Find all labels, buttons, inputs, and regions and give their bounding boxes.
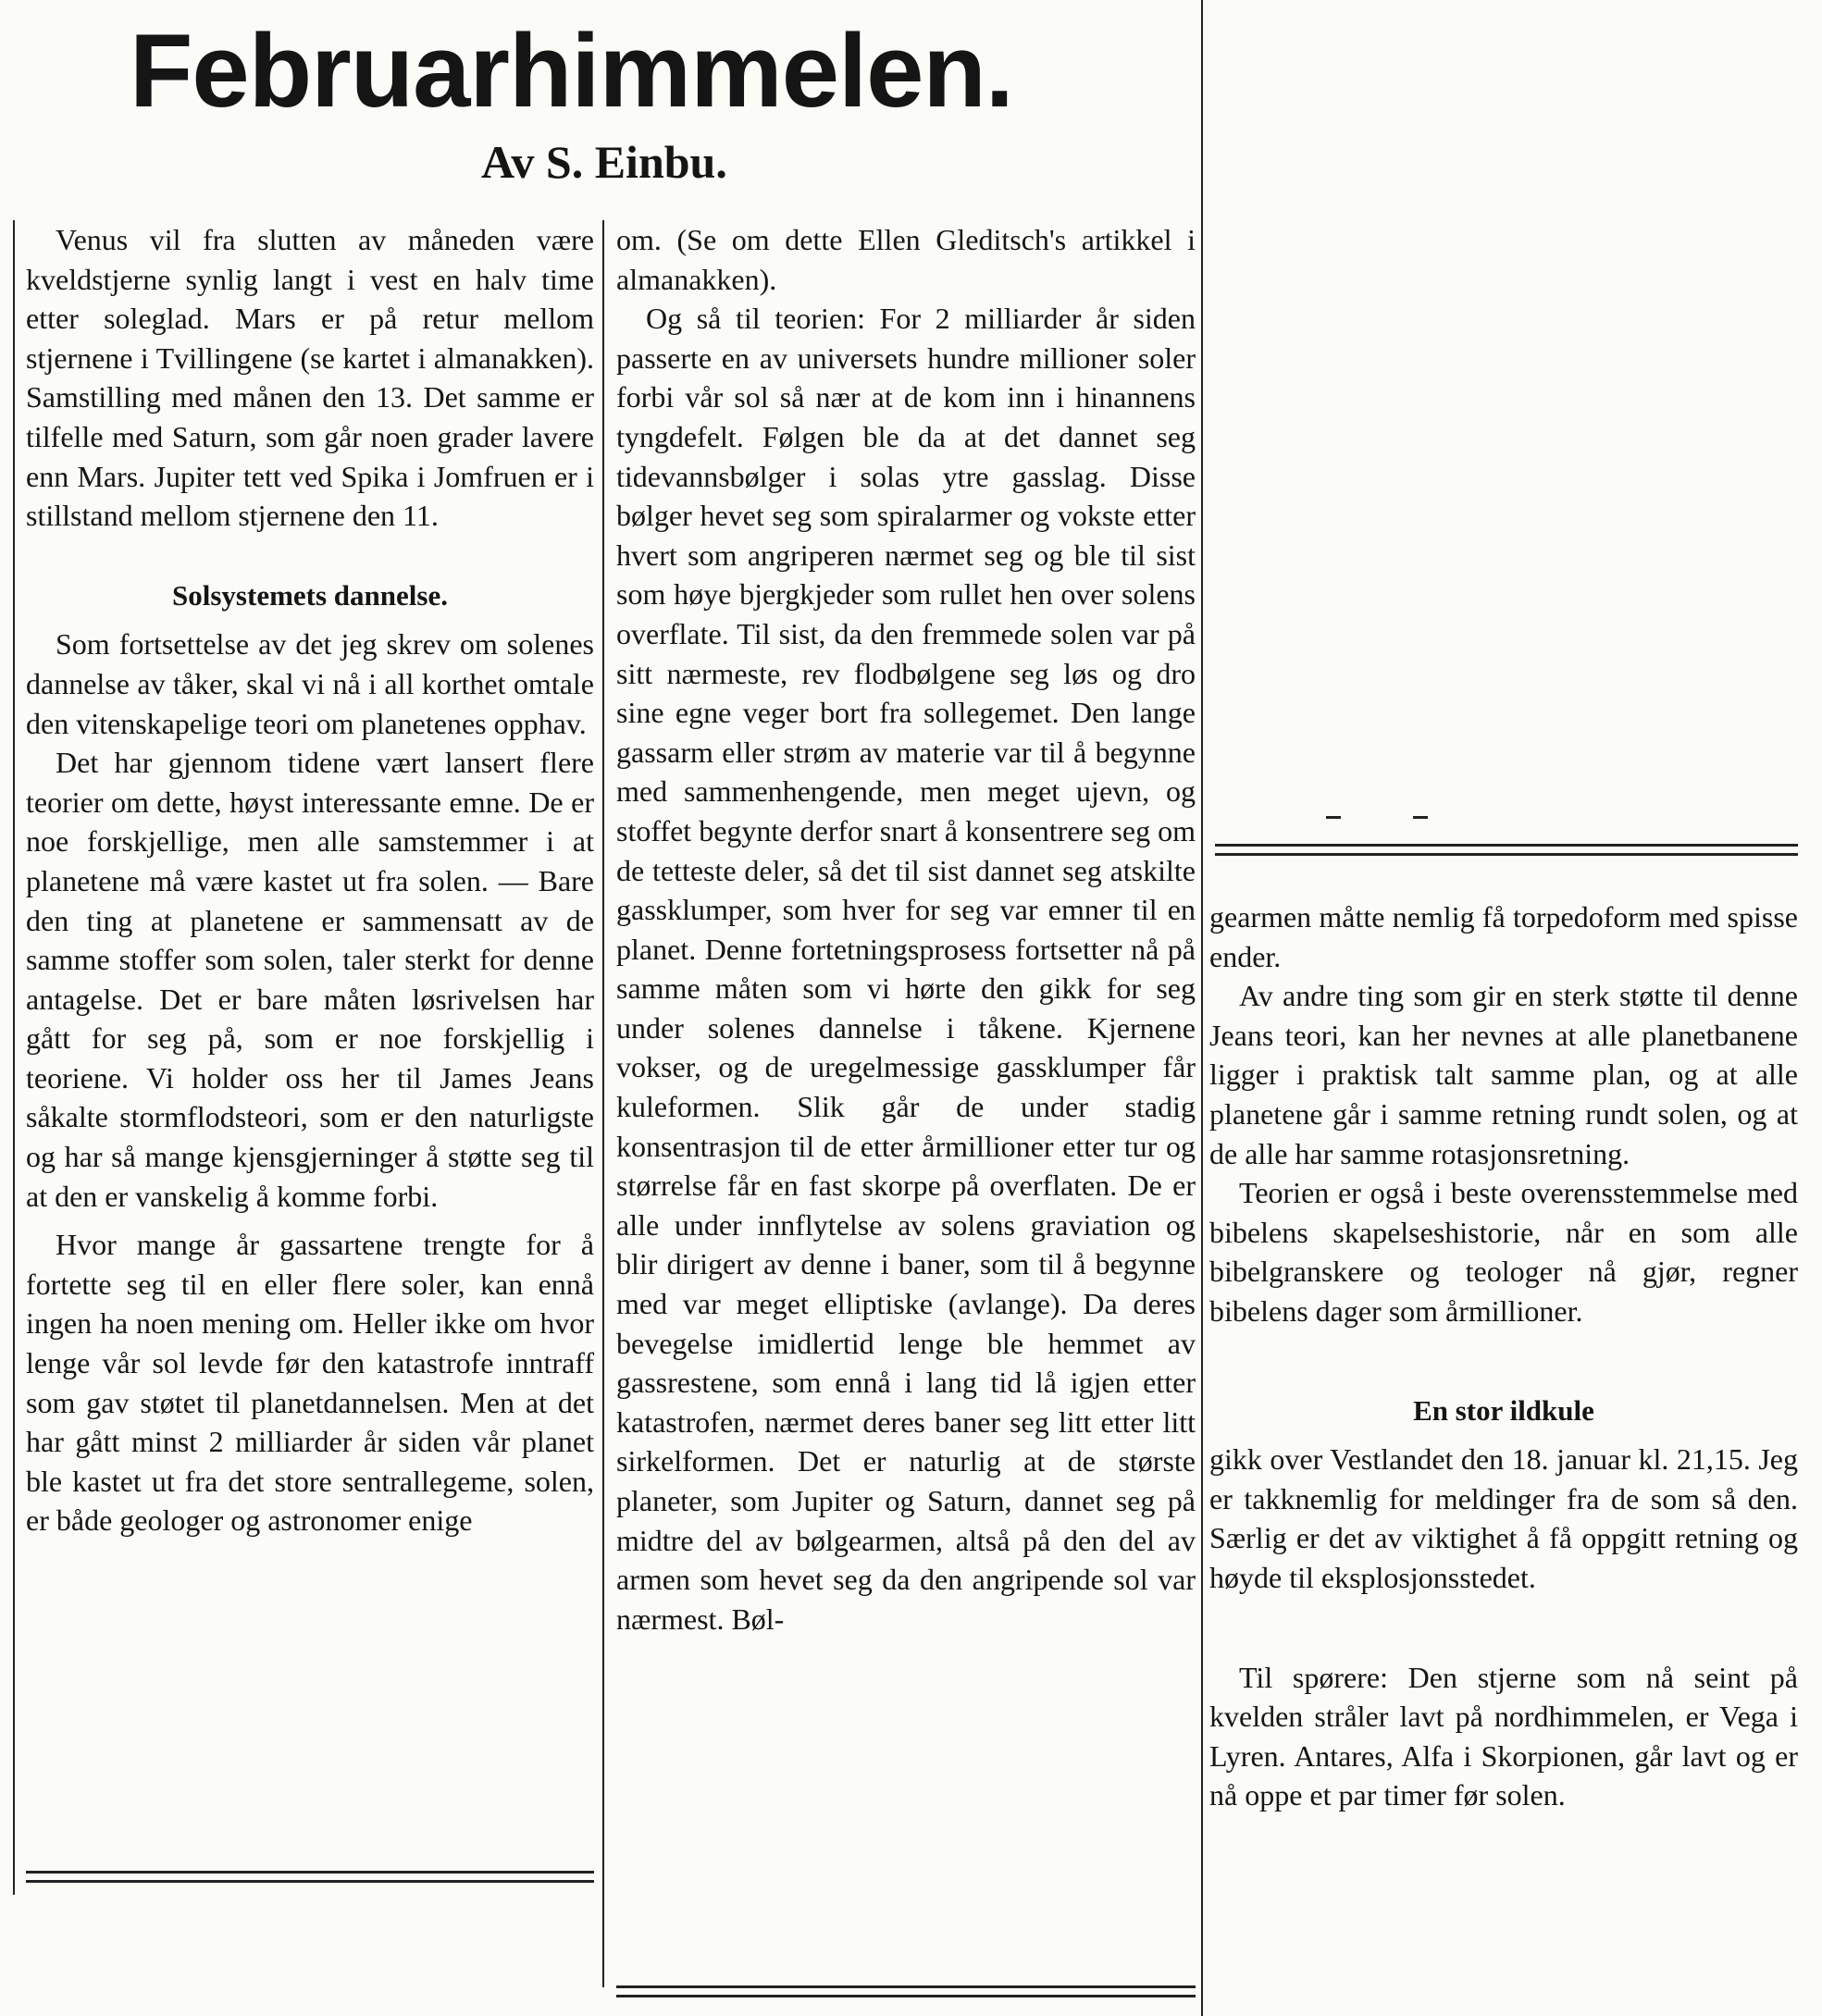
- paragraph-intro: Som fortsettelse av det jeg skrev om solenes dannelse av tåker, skal vi nå i all korthet omtale den vitenskapelige teori om planetenes opphav.: [26, 627, 594, 740]
- column-3-top-rule: [1215, 844, 1798, 847]
- paragraph-theories: Det har gjennom tidene vært lansert flere teorier om dette, høyst interessante emne. De er noe forskjellige, men alle samstemmer i at planetene må være kastet ut fra solen. — Bare den ting at planetene er sammensatt av de samme stoffer som solen, taler sterkt for denne antagelse. Det er bare måten løsrivelsen har gått for seg på, som er noe forskjellig i teoriene. Vi holder oss her til James Jeans såkalte stormflodsteori, som er den naturligste og har så mange kjensgjerninger å støtte seg til at den er vanskelig å komme forbi.: [26, 746, 594, 1213]
- paragraph-age: Hvor mange år gassartene trengte for å fortette seg til en eller flere soler, kan ennå ingen ha noen mening om. Heller ikke om hvor lenge vår sol levde før den katastrofe inntraff som gav støtet til planetdannelsen. Men at det har gått minst 2 milliarder år siden vår planet ble kastet ut fra det store sentrallegeme, solen, er både geologer og astronomer enige: [26, 1228, 594, 1538]
- subheading-fireball: En stor ildkule: [1413, 1393, 1594, 1427]
- column-rule-left: [13, 220, 15, 1895]
- paragraph-evidence: Av andre ting som gir en sterk støtte til denne Jeans teori, kan her nevnes at alle planetbanene ligger i praktisk talt samme plan, og at alle planetene går i samme retning rundt solen, og at de alle har samme rotasjonsretning.: [1209, 979, 1798, 1170]
- column-rule-center: [602, 220, 604, 1987]
- paragraph-theory: Og så til teorien: For 2 milliarder år siden passerte en av universets hundre millioner soler forbi vår sol så nær at de kom inn i hinannens tyngdefelt. Følgen ble da at det dannet seg tidevannsbølger i solas ytre gasslag. Disse bølger hevet seg som spiralarmer og vokste etter hvert som angriperen nærmet seg og ble til sist som høye bjergkjeder som rullet hen over solens overflate. Til sist, da den fremmede solen var på sitt nærmeste, rev flodbølgene seg løs og dro sine egne veger bort fra sollegemet. Den lange gassarm eller strøm av materie var til å begynne med sammenhengende, men meget ujevn, og stoffet begynte derfor snart å konsentrere seg om de tetteste deler, så det til sist dannet seg atskilte gassklumper, som hver for seg var emner til en planet. Denne fortetningsprosess fortsetter nå på samme måten som vi hørte den gikk for seg under solenes dannelse i tåkene. Kjernene vokser, og de uregelmessige gassklumper får kuleformen. Slik går de under stadig konsentrasjon til de etter årmillioner etter tur og størrelse får en fast skorpe på overflaten. De er alle under innflytelse av solens graviation og blir dirigert av denne i baner, som til å begynne med var meget elliptiske (avlange). Da deres bevegelse imidlertid lenge ble hemmet av gassrestene, som ennå i lang tid lå igjen etter katastrofen, nærmet deres baner seg litt etter litt sirkelformen. Det er naturlig at de største planeter, som Jupiter og Saturn, dannet seg på midtre del av bølgearmen, altså på den del av armen som hevet seg da den angripende sol var nærmest. Bøl-: [616, 302, 1196, 1636]
- column-rule-right: [1201, 0, 1203, 2016]
- subheading-solar-system: Solsystemets dannelse.: [172, 578, 448, 612]
- column-2: [616, 220, 1196, 1639]
- article-byline: Av S. Einbu.: [481, 136, 727, 188]
- paragraph-bible: Teorien er også i beste overensstemmelse med bibelens skapelseshistorie, når en som alle bibelgranskere og teologer nå gjør, regner bibelens dager som årmillioner.: [1209, 1176, 1798, 1328]
- column-2-end-rule: [616, 1985, 1196, 1988]
- paragraph-continued: om. (Se om dette Ellen Gleditsch's artikkel i almanakken).: [616, 223, 1196, 296]
- paragraph-fireball: gikk over Vestlandet den 18. januar kl. 21,15. Jeg er takknemlig for meldinger fra de som så den. Særlig er det av viktighet å få oppgitt retning og høyde til eksplosjonsstedet.: [1209, 1442, 1798, 1594]
- column-3-top-rule-lower: [1215, 853, 1798, 856]
- article-title: Februarhimmelen.: [130, 13, 1013, 129]
- column-1-end-rule-lower: [26, 1880, 594, 1883]
- paragraph-torpedo: gearmen måtte nemlig få torpedoform med spisse ender.: [1209, 900, 1798, 973]
- column-3-dash-mark: [1326, 816, 1341, 819]
- column-3-dash-mark: [1413, 816, 1428, 819]
- column-2-end-rule-lower: [616, 1995, 1196, 1997]
- column-1: [26, 220, 594, 1540]
- column-3: [1209, 897, 1798, 1815]
- paragraph-readers: Til spørere: Den stjerne som nå seint på kvelden stråler lavt på nordhimmelen, er Vega i Lyren. Antares, Alfa i Skorpionen, går lavt og er nå oppe et par timer før solen.: [1209, 1660, 1798, 1812]
- paragraph-planets: Venus vil fra slutten av måneden være kveldstjerne synlig langt i vest en halv time etter soleglad. Mars er på retur mellom stjernene i Tvillingene (se kartet i almanakken). Samstilling med månen den 13. Det samme er tilfelle med Saturn, som går noen grader lavere enn Mars. Jupiter tett ved Spika i Jomfruen er i stillstand mellom stjernene den 11.: [26, 223, 594, 533]
- column-1-end-rule: [26, 1871, 594, 1874]
